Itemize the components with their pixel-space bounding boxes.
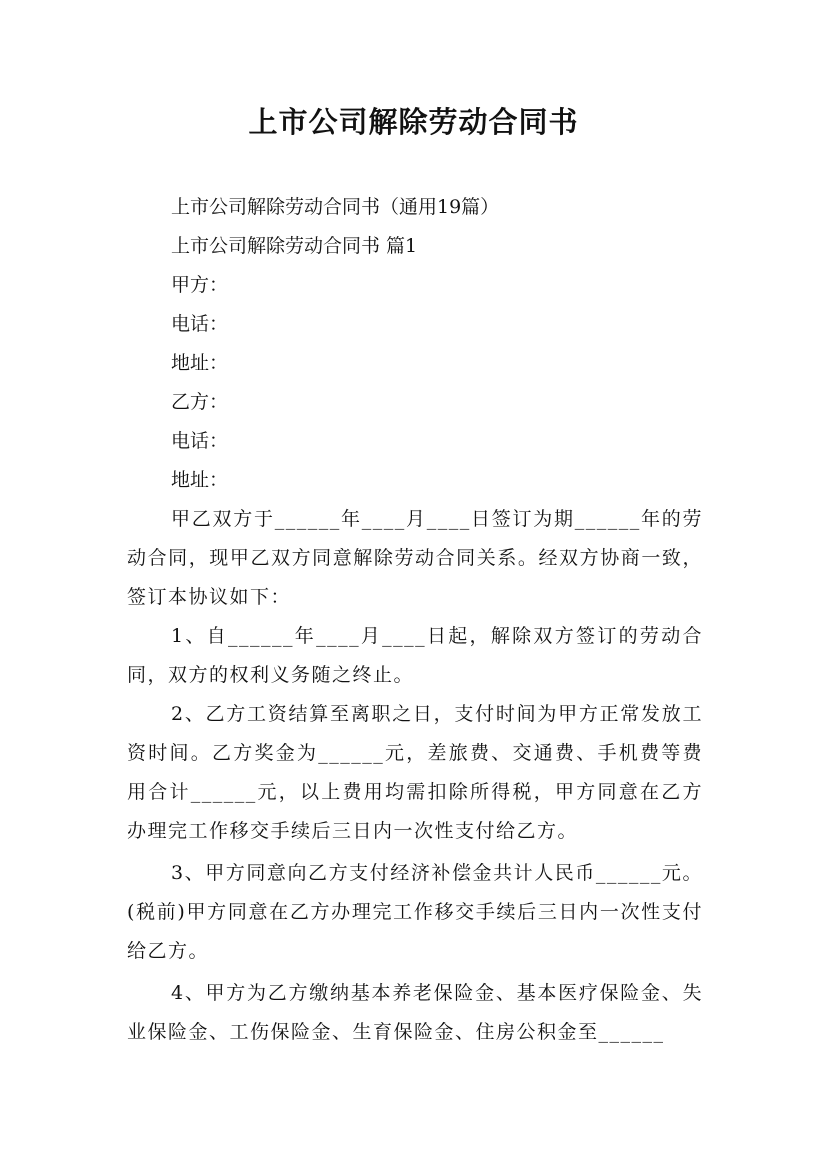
document-body: [127, 188, 703, 1052]
party-b-phone-label: 电话：: [171, 430, 229, 452]
party-a-phone-label: 电话：: [171, 313, 229, 335]
intro-paragraph: 甲乙双方于______年____月____日签订为期______年的劳动合同，现甲乙双方同意解除劳动合同关系。经双方协商一致，签订本协议如下：: [127, 508, 703, 608]
document-title: 上市公司解除劳动合同书: [248, 105, 579, 139]
subtitle-line: 上市公司解除劳动合同书（通用19篇）: [171, 196, 500, 218]
party-b-address-label: 地址：: [171, 469, 229, 491]
party-b-label: 乙方：: [171, 391, 229, 413]
clause-4: 4、甲方为乙方缴纳基本养老保险金、基本医疗保险金、失业保险金、工伤保险金、生育保险金、住房公积金至______: [127, 982, 703, 1043]
clause-1: 1、自______年____月____日起，解除双方签订的劳动合同，双方的权利义务随之终止。: [127, 625, 703, 686]
clause-2: 2、乙方工资结算至离职之日，支付时间为甲方正常发放工资时间。乙方奖金为______元，差旅费、交通费、手机费等费用合计______元，以上费用均需扣除所得税，甲方同意在乙方办理完工作移交手续后三日内一次性支付给乙方。: [127, 703, 703, 842]
clause-3: 3、甲方同意向乙方支付经济补偿金共计人民币______元。(税前)甲方同意在乙方办理完工作移交手续后三日内一次性支付给乙方。: [127, 862, 703, 962]
party-a-address-label: 地址：: [171, 352, 229, 374]
section-heading: 上市公司解除劳动合同书 篇1: [171, 235, 418, 257]
party-a-label: 甲方：: [171, 274, 229, 296]
